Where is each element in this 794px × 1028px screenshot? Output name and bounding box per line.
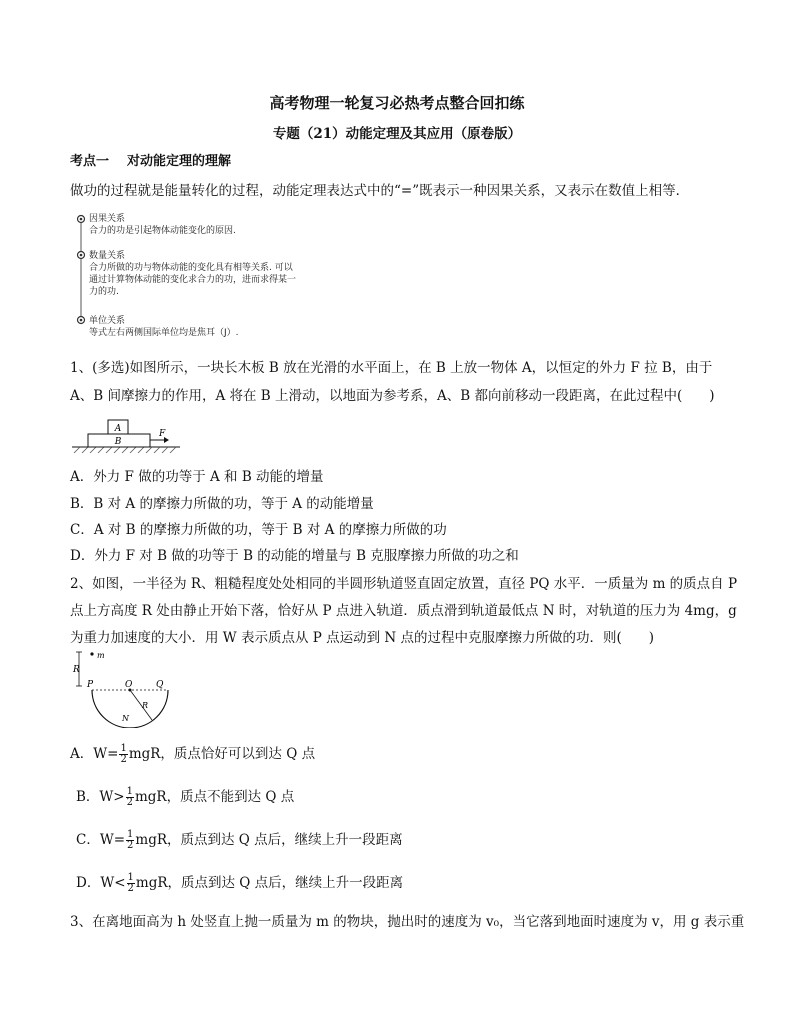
diagram-item-unit: 单位关系 等式左右两侧国际单位均是焦耳（J）. — [89, 316, 239, 338]
q1-stem-line2: A、B 间摩擦力的作用，A 将在 B 上滑动，以地面为参考系，A、B 都向前移动一段距离，在此过程中( ) — [70, 388, 715, 404]
svg-text:R: R — [142, 701, 149, 710]
q2-stem-line2: 点上方高度 R 处由静止开始下落，恰好从 P 点进入轨道．质点滑到轨道最低点 N 时，对轨道的压力为 4mg，g — [70, 603, 737, 619]
q1-stem-line1: 1、(多选)如图所示，一块长木板 B 放在光滑的水平面上，在 B 上放一物体 A，以恒定的外力 F 拉 B，由于 — [70, 360, 713, 376]
q1-option-a: A．外力 F 做的功等于 A 和 B 动能的增量 — [70, 469, 324, 485]
svg-text:F: F — [159, 429, 166, 439]
svg-text:O: O — [125, 680, 133, 690]
q2-stem-line1: 2、如图，一半径为 R、粗糙程度处处相同的半圆形轨道竖直固定放置，直径 PQ 水平．一质量为 m 的质点自 P — [70, 576, 738, 592]
diagram-connector — [74, 212, 88, 328]
svg-text:R: R — [73, 665, 80, 675]
q1-figure — [72, 412, 182, 454]
q2-option-d: D．W< $\frac{1}{2}$ mgR，质点到达 Q 点后，继续上升一段距离 — [76, 872, 404, 894]
diagram-item-quantity: 数量关系 合力所做的功与物体动能的变化具有相等关系. 可以 通过计算物体动能的变化求合力的功，进而求得某一 力的功. — [89, 251, 297, 297]
q2-option-b: B．W> $\frac{1}{2}$ mgR，质点不能到达 Q 点 — [76, 786, 295, 808]
q2-option-a: A．W= $\frac{1}{2}$ mgR，质点恰好可以到达 Q 点 — [70, 743, 316, 765]
svg-text:N: N — [122, 714, 129, 723]
particle-icon — [90, 652, 93, 655]
section-label: 考点一 — [70, 154, 110, 169]
svg-text:Q: Q — [156, 680, 164, 690]
intro-paragraph: 做功的过程就是能量转化的过程，动能定理表达式中的“=”既表示一种因果关系，又表示在数值上相等． — [70, 183, 690, 199]
document-subtitle: 专题（21）动能定理及其应用（原卷版） — [272, 126, 522, 142]
concept-diagram — [74, 212, 374, 342]
svg-text:A: A — [114, 424, 122, 434]
svg-text:m: m — [97, 651, 105, 660]
q1-option-b: B．B 对 A 的摩擦力所做的功，等于 A 的动能增量 — [70, 496, 374, 512]
section-heading — [70, 150, 249, 169]
q2-figure — [70, 648, 180, 728]
svg-text:P: P — [87, 680, 94, 690]
q2-option-c: C．W= $\frac{1}{2}$ mgR，质点到达 Q 点后，继续上升一段距离 — [76, 829, 403, 851]
svg-text:B: B — [114, 437, 122, 447]
document-title: 高考物理一轮复习必热考点整合回扣练 — [269, 94, 525, 112]
q1-option-c: C．A 对 B 的摩擦力所做的功，等于 B 对 A 的摩擦力所做的功 — [70, 522, 447, 538]
q1-option-d: D．外力 F 对 B 做的功等于 B 的动能的增量与 B 克服摩擦力所做的功之和 — [70, 548, 519, 564]
q2-stem-line3: 为重力加速度的大小．用 W 表示质点从 P 点运动到 N 点的过程中克服摩擦力所做的功．则( ) — [70, 630, 655, 646]
semicircle-track — [92, 690, 168, 728]
q3-stem-line1: 3、在离地面高为 h 处竖直上抛一质量为 m 的物块，抛出时的速度为 v₀，当它落到地面时速度为 v，用 g 表示重 — [70, 914, 745, 930]
section-name: 对动能定理的理解 — [127, 154, 232, 169]
diagram-item-cause: 因果关系 合力的功是引起物体动能变化的原因. — [89, 214, 236, 236]
